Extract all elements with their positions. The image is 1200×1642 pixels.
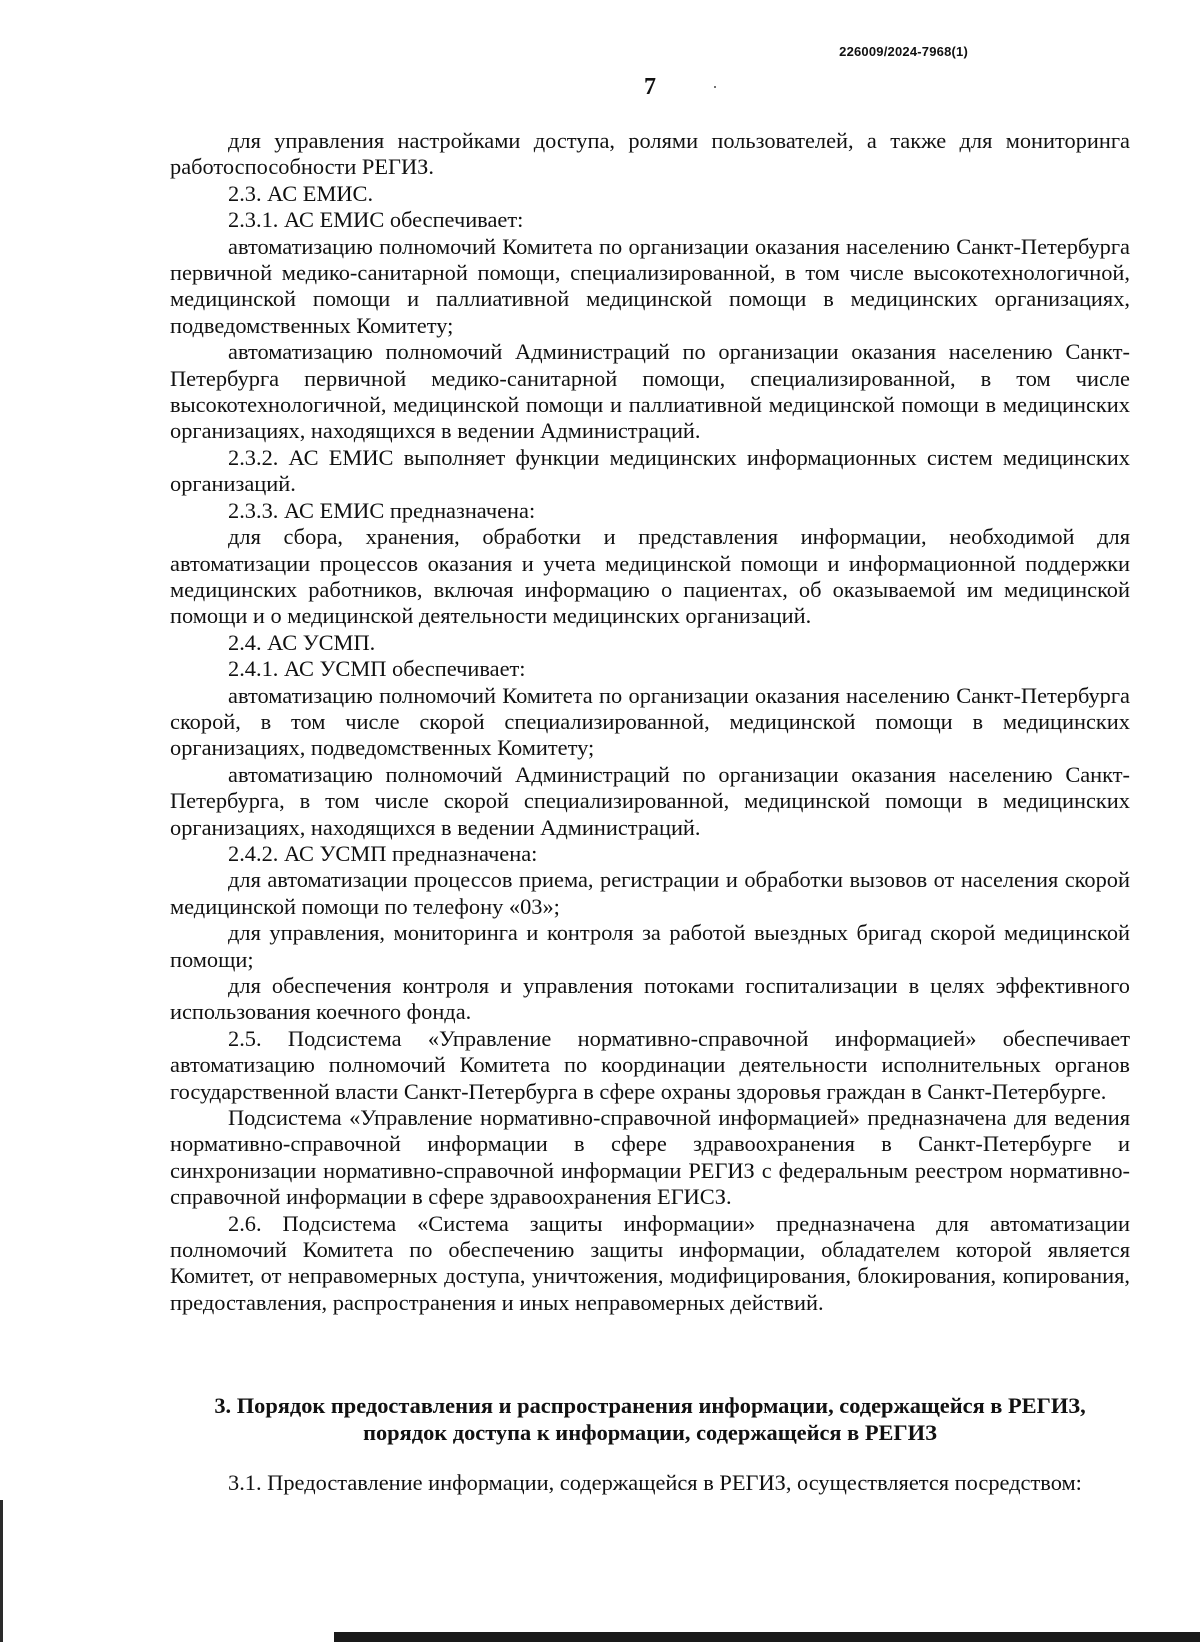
paragraph-usmp-hospitalization-flows: для обеспечения контроля и управления потоками госпитализации в целях эффективного использования коечного фонда. <box>170 973 1130 1025</box>
paragraph-emis-purpose: для сбора, хранения, обработки и представления информации, необходимой для автоматизации процессов оказания и учета медицинской помощи и информационной поддержки медицинских работников, включая информацию о пациентах, об оказываемой им медицинской помощи и о медицинской деятельности медицинских организаций. <box>170 524 1130 629</box>
heading-2-3-as-emis: 2.3. АС ЕМИС. <box>228 180 374 206</box>
paragraph-3-1: 3.1. Предоставление информации, содержащейся в РЕГИЗ, осуществляется посредством: <box>228 1470 1082 1495</box>
section-3-body <box>170 1470 1130 1496</box>
paragraph-usmp-calls-processing: для автоматизации процессов приема, регистрации и обработки вызовов от населения скорой медицинской помощи по телефону «03»; <box>170 867 1130 919</box>
paragraph-emis-administrations-automation: автоматизацию полномочий Администраций по организации оказания населению Санкт-Петербурга первичной медико-санитарной помощи, специализированной, в том числе высокотехнологичной, медицинской помощи и паллиативной медицинской помощи в медицинских организациях, находящихся в ведении Администраций. <box>170 339 1130 444</box>
page-number: 7 <box>644 74 656 100</box>
heading-2-3-3: 2.3.3. АС ЕМИС предназначена: <box>228 497 536 523</box>
scan-speck <box>714 86 716 88</box>
document-registration-number: 226009/2024-7968(1) <box>839 44 968 59</box>
heading-2-4-2: 2.4.2. АС УСМП предназначена: <box>228 840 538 866</box>
paragraph-emis-committee-automation: автоматизацию полномочий Комитета по организации оказания населению Санкт-Петербурга первичной медико-санитарной помощи, специализированной, в том числе высокотехнологичной, медицинской помощи и паллиативной медицинской помощи в медицинских организациях, подведомственных Комитету; <box>170 233 1130 338</box>
paragraph-2-6-security-subsystem: 2.6. Подсистема «Система защиты информации» предназначена для автоматизации полномочий Комитета по обеспечению защиты информации, обладателем которой является Комитет, от неправомерных доступа, уничтожения, модифицирования, блокирования, копирования, предоставления, распространения и иных неправомерных действий. <box>170 1210 1130 1315</box>
section-3-heading <box>170 1392 1130 1446</box>
heading-2-4-as-usmp: 2.4. АС УСМП. <box>228 629 376 655</box>
paragraph-usmp-administrations-automation: автоматизацию полномочий Администраций по организации оказания населению Санкт-Петербурга, в том числе скорой специализированной, медицинской помощи в медицинских организациях, находящихся в ведении Администраций. <box>170 761 1130 840</box>
section-3-heading-line-2: порядок доступа к информации, содержащейся в РЕГИЗ <box>363 1420 937 1445</box>
paragraph-2-5-nsi-subsystem: 2.5. Подсистема «Управление нормативно-справочной информацией» обеспечивает автоматизацию полномочий Комитета по координации деятельности исполнительных органов государственной власти Санкт-Петербурга в сфере охраны здоровья граждан в Санкт-Петербурге. <box>170 1025 1130 1104</box>
scan-edge-left <box>0 1500 3 1642</box>
paragraph-usmp-committee-automation: автоматизацию полномочий Комитета по организации оказания населению Санкт-Петербурга скорой, в том числе скорой специализированной, медицинской помощи в медицинских организациях, подведомственных Комитету; <box>170 682 1130 761</box>
heading-2-3-1: 2.3.1. АС ЕМИС обеспечивает: <box>228 207 524 233</box>
paragraph-2-3-2: 2.3.2. АС ЕМИС выполняет функции медицинских информационных систем медицинских организаций. <box>170 444 1130 497</box>
document-body <box>170 128 1130 1316</box>
heading-2-4-1: 2.4.1. АС УСМП обеспечивает: <box>228 656 526 682</box>
paragraph-regiz-access-management: для управления настройками доступа, ролями пользователей, а также для мониторинга работоспособности РЕГИЗ. <box>170 128 1130 180</box>
paragraph-usmp-brigades-control: для управления, мониторинга и контроля за работой выездных бригад скорой медицинской помощи; <box>170 920 1130 972</box>
section-3-heading-line-1: 3. Порядок предоставления и распространения информации, содержащейся в РЕГИЗ, <box>214 1393 1086 1418</box>
paragraph-nsi-subsystem-purpose: Подсистема «Управление нормативно-справочной информацией» предназначена для ведения нормативно-справочной информации в сфере здравоохранения в Санкт-Петербурге и синхронизации нормативно-справочной информации РЕГИЗ с федеральным реестром нормативно-справочной информации в сфере здравоохранения ЕГИСЗ. <box>170 1105 1130 1210</box>
scan-edge-bottom <box>334 1632 1200 1642</box>
